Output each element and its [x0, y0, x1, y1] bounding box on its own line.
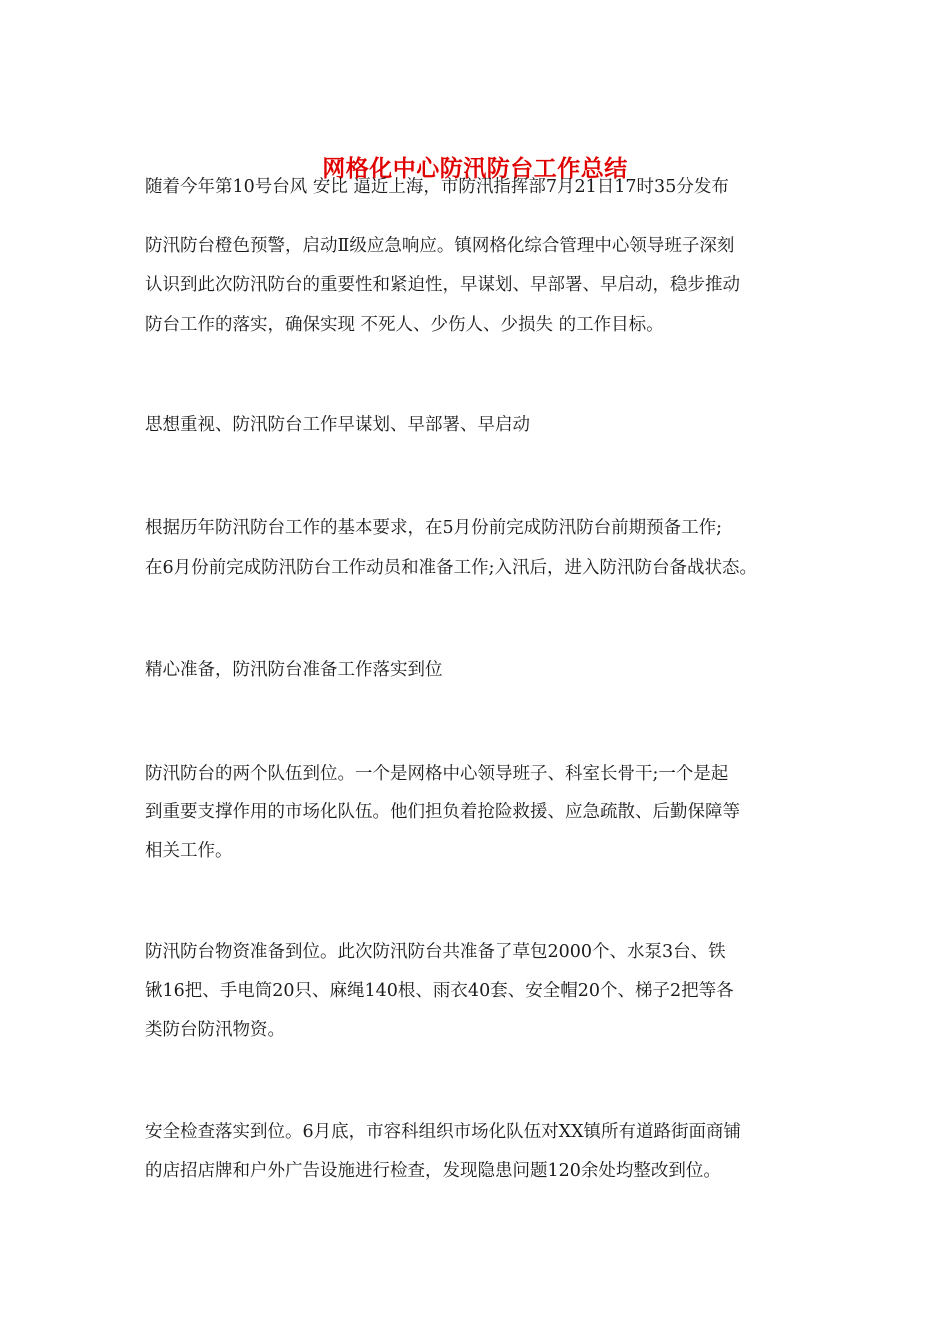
- paragraph-line: 防台工作的落实，确保实现 不死人、少伤人、少损失 的工作目标。: [145, 315, 664, 335]
- paragraph-line: 相关工作。: [145, 841, 233, 861]
- paragraph-line: 安全检查落实到位。6月底，市容科组织市场化队伍对XX镇所有道路街面商铺: [145, 1122, 742, 1142]
- section-heading: 精心准备，防汛防台准备工作落实到位: [145, 660, 443, 680]
- document-title: 网格化中心防汛防台工作总结: [322, 155, 628, 182]
- paragraph-line: 认识到此次防汛防台的重要性和紧迫性，早谋划、早部署、早启动，稳步推动: [145, 275, 740, 295]
- paragraph-line: 防汛防台的两个队伍到位。一个是网格中心领导班子、科室长骨干;一个是起: [145, 764, 729, 784]
- paragraph-line: 到重要支撑作用的市场化队伍。他们担负着抢险救援、应急疏散、后勤保障等: [145, 802, 740, 822]
- paragraph-line: 防汛防台橙色预警，启动Ⅱ级应急响应。镇网格化综合管理中心领导班子深刻: [145, 236, 735, 256]
- paragraph-line: 随着今年第10号台风 安比 逼近上海，市防汛指挥部7月21日17时35分发布: [145, 177, 729, 197]
- paragraph-line: 的店招店牌和户外广告设施进行检查，发现隐患问题120余处均整改到位。: [145, 1161, 721, 1181]
- section-heading: 思想重视、防汛防台工作早谋划、早部署、早启动: [145, 415, 530, 435]
- paragraph-line: 在6月份前完成防汛防台工作动员和准备工作;入汛后，进入防汛防台备战状态。: [145, 558, 758, 578]
- paragraph-line: 锹16把、手电筒20只、麻绳140根、雨衣40套、安全帽20个、梯子2把等各: [145, 981, 734, 1001]
- paragraph-line: 类防台防汛物资。: [145, 1020, 285, 1040]
- paragraph-line: 根据历年防汛防台工作的基本要求，在5月份前完成防汛防台前期预备工作;: [145, 518, 723, 538]
- paragraph-line: 防汛防台物资准备到位。此次防汛防台共准备了草包2000个、水泵3台、铁: [145, 942, 726, 962]
